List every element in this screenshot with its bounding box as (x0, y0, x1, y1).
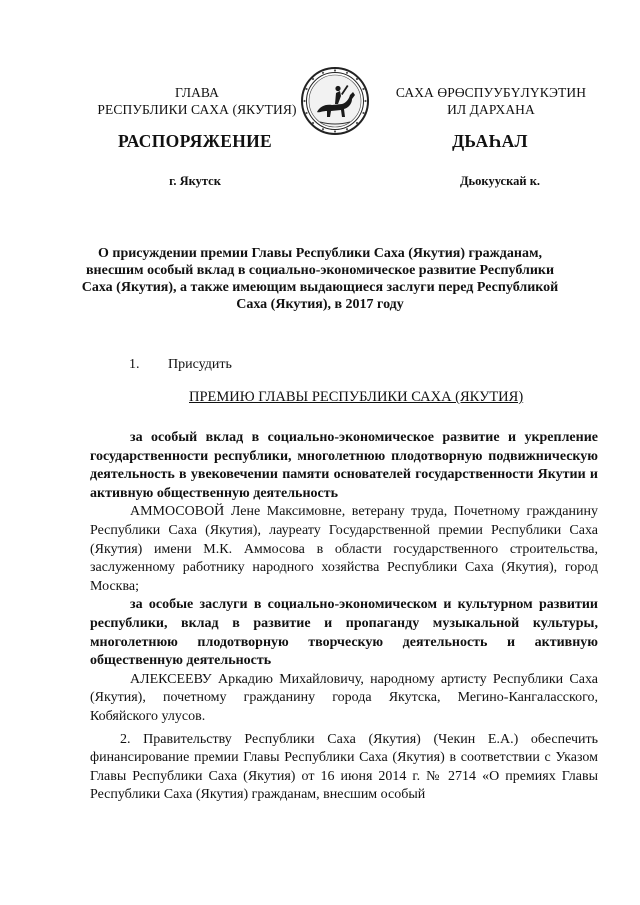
awardee-1-person: АММОСОВОЙ Лене Максимовне, ветерану труда, Почетному гражданину Республики Саха (Якутия), лауреату Государственной премии Республики Саха (Якутия) имени М.К. Аммосова в области государственного строительства, заслуженному работнику народного хозяйства Республики Саха (Якутия), город Москва; (90, 504, 598, 594)
document-body (90, 429, 598, 805)
doc-type-left: РАСПОРЯЖЕНИЕ (117, 131, 272, 151)
item-1-text: Присудить (168, 357, 232, 372)
city-left: г. Якутск (169, 174, 221, 188)
awardee-1-merit: за особый вклад в социально-экономическое развитие и укрепление государственности республики, многолетнюю плодотворную подвижническую деятельность в увековечении памяти основателей государственности Якутии и активную общественную деятельность (90, 430, 598, 501)
header-right (380, 84, 602, 118)
doc-type-right: ДЬАҺАЛ (452, 131, 528, 151)
header-left-line2: РЕСПУБЛИКИ САХА (ЯКУТИЯ) (97, 102, 297, 117)
header-right-line1: САХА ӨРӨСПУУБҮЛҮКЭТИН (395, 85, 587, 100)
awardee-2-merit: за особые заслуги в социально-экономическом и культурном развитии республики, вклад в развитие и пропаганду музыкальной культуры, многолетнюю плодотворную творческую деятельность и активную общественную деятельность (90, 597, 598, 669)
item-1-number: 1. (129, 357, 140, 372)
city-right: Дьокуускай к. (459, 174, 541, 188)
header-left (88, 84, 306, 118)
emblem-icon (300, 66, 370, 136)
awardee-2-person: АЛЕКСЕЕВУ Аркадию Михайловичу, народному артисту Республики Саха (Якутия), почетному гражданину города Якутска, Мегино-Кангаласского, Кобяйского улусов. (90, 671, 598, 724)
item-2: 2. Правительству Республики Саха (Якутия) (Чекин Е.А.) обеспечить финансирование премии Главы Республики Саха (Якутия) в соответствии с Указом Главы Республики Саха (Якутия) от 16 июня 2014 г. № 2714 «О премиях Главы Республики Саха (Якутия) гражданам, внесшим особый (90, 731, 598, 803)
award-title: ПРЕМИЮ ГЛАВЫ РЕСПУБЛИКИ САХА (ЯКУТИЯ) (189, 389, 524, 405)
header-left-line1: ГЛАВА (174, 85, 220, 100)
document-title: О присуждении премии Главы Республики Саха (Якутия) гражданам, внесшим особый вклад в социально-экономическое развитие Республики Саха (Якутия), а также имеющим выдающиеся заслуги перед Республикой Саха (Якутия), в 2017 году (81, 246, 559, 312)
header-right-line2: ИЛ ДАРХАНА (447, 102, 535, 117)
